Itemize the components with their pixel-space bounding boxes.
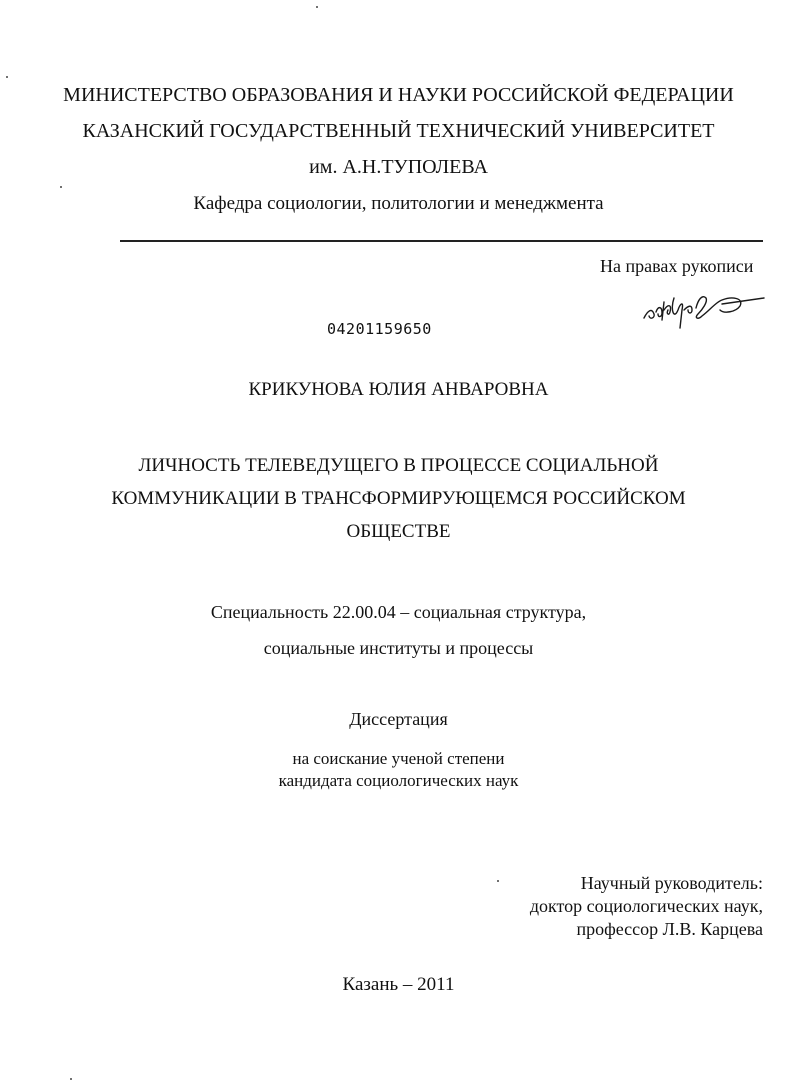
header-divider xyxy=(120,240,763,242)
rights-note: На правах рукописи xyxy=(600,256,754,276)
advisor-line: Научный руководитель: xyxy=(580,873,763,893)
degree-line: кандидата социологических наук xyxy=(278,771,519,790)
scan-speck xyxy=(316,6,318,8)
university-heading: КАЗАНСКИЙ ГОСУДАРСТВЕННЫЙ ТЕХНИЧЕСКИЙ УНИВЕРСИТЕТ xyxy=(82,120,715,142)
department-name: Кафедра социологии, политологии и менеджмента xyxy=(193,193,604,214)
title-line: КОММУНИКАЦИИ В ТРАНСФОРМИРУЮЩЕМСЯ РОССИЙСКОМ xyxy=(111,488,686,509)
dissertation-title xyxy=(0,449,797,548)
scan-speck xyxy=(60,186,62,188)
specialty-line: социальные институты и процессы xyxy=(263,638,534,658)
scan-speck xyxy=(70,1078,72,1080)
ministry-heading: МИНИСТЕРСТВО ОБРАЗОВАНИЯ И НАУКИ РОССИЙСКОЙ ФЕДЕРАЦИИ xyxy=(63,84,734,106)
advisor-line: доктор социологических наук, xyxy=(529,896,763,916)
specialty xyxy=(0,594,797,666)
work-type: Диссертация xyxy=(349,709,448,729)
archive-code: 04201159650 xyxy=(327,320,432,338)
advisor-line: профессор Л.В. Карцева xyxy=(576,919,763,939)
city-year: Казань – 2011 xyxy=(342,974,455,995)
specialty-line: Специальность 22.00.04 – социальная структура, xyxy=(210,602,587,622)
scientific-advisor xyxy=(530,872,763,941)
title-line: ЛИЧНОСТЬ ТЕЛЕВЕДУЩЕГО В ПРОЦЕССЕ СОЦИАЛЬНОЙ xyxy=(138,455,659,476)
degree-sought xyxy=(0,748,797,792)
scan-speck xyxy=(497,880,499,882)
scan-speck xyxy=(6,76,8,78)
university-named-after: им. А.Н.ТУПОЛЕВА xyxy=(309,156,488,178)
title-line: ОБЩЕСТВЕ xyxy=(346,521,451,542)
handwritten-signature xyxy=(640,280,770,332)
degree-line: на соискание ученой степени xyxy=(292,749,505,768)
author-name: КРИКУНОВА ЮЛИЯ АНВАРОВНА xyxy=(248,379,549,400)
